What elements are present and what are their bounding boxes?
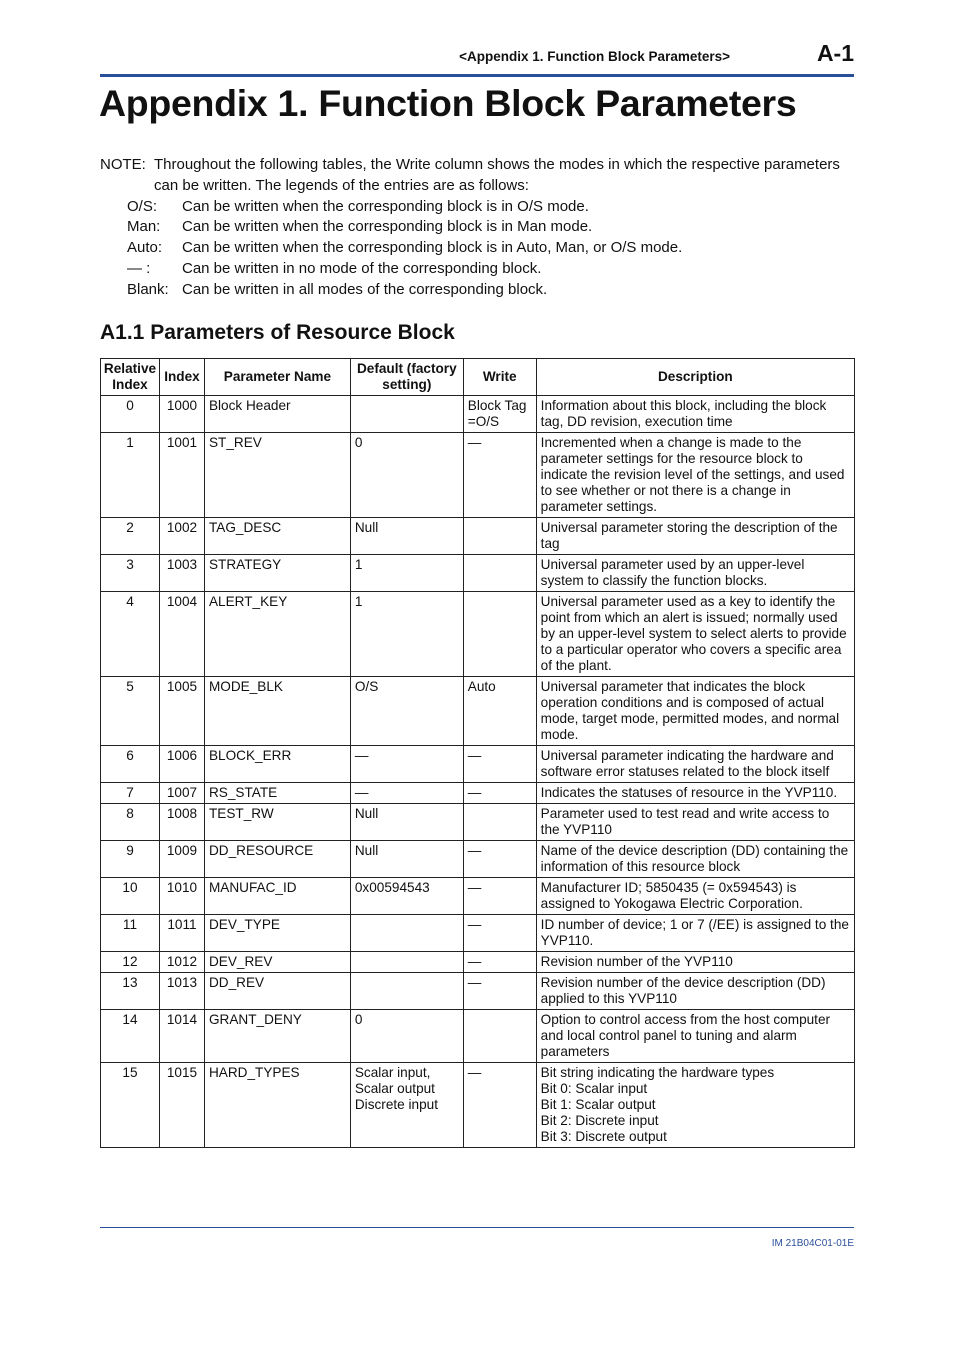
index-cell: 1015	[159, 1063, 204, 1148]
parameter-name-cell: ST_REV	[204, 433, 350, 518]
write-cell	[463, 804, 536, 841]
legend-text: Can be written when the corresponding block is in O/S mode.	[182, 197, 589, 215]
legend-list	[127, 197, 860, 301]
description-cell: Universal parameter used as a key to identify the point from which an alert is issued; normally used by an upper-level system to select alerts to provide to a particular operator who covers a specific area of the plant.	[536, 592, 854, 677]
column-header: Index	[159, 359, 204, 396]
description-cell: Universal parameter used by an upper-level system to classify the function blocks.	[536, 555, 854, 592]
legend-item	[127, 197, 860, 218]
index-cell: 1012	[159, 952, 204, 973]
relative-index-cell: 14	[101, 1010, 160, 1063]
index-cell: 1005	[159, 677, 204, 746]
table-row	[101, 841, 855, 878]
index-cell: 1009	[159, 841, 204, 878]
default-cell: Null	[350, 518, 463, 555]
table-body	[101, 396, 855, 1148]
index-cell: 1014	[159, 1010, 204, 1063]
index-cell: 1007	[159, 783, 204, 804]
note-text: Throughout the following tables, the Write column shows the modes in which the respective parameters can be written. The legends of the entries are as follows:	[154, 156, 840, 194]
relative-index-cell: 6	[101, 746, 160, 783]
description-cell: Manufacturer ID; 5850435 (= 0x594543) is assigned to Yokogawa Electric Corporation.	[536, 878, 854, 915]
description-cell: Bit string indicating the hardware types Bit 0: Scalar input Bit 1: Scalar output Bit 2: Discrete input Bit 3: Discrete output	[536, 1063, 854, 1148]
description-cell: ID number of device; 1 or 7 (/EE) is assigned to the YVP110.	[536, 915, 854, 952]
relative-index-cell: 3	[101, 555, 160, 592]
write-cell: —	[463, 1063, 536, 1148]
parameter-name-cell: DD_RESOURCE	[204, 841, 350, 878]
index-cell: 1000	[159, 396, 204, 433]
table-row	[101, 952, 855, 973]
default-cell	[350, 952, 463, 973]
table-row	[101, 555, 855, 592]
note-label: NOTE:	[100, 156, 146, 173]
legend-item	[127, 259, 860, 280]
description-cell: Name of the device description (DD) containing the information of this resource block	[536, 841, 854, 878]
footer-rule	[100, 1227, 854, 1228]
index-cell: 1010	[159, 878, 204, 915]
relative-index-cell: 7	[101, 783, 160, 804]
write-cell	[463, 518, 536, 555]
relative-index-cell: 5	[101, 677, 160, 746]
default-cell: 1	[350, 592, 463, 677]
index-cell: 1013	[159, 973, 204, 1010]
description-cell: Universal parameter that indicates the block operation conditions and is composed of actual mode, target mode, permitted modes, and normal mode.	[536, 677, 854, 746]
relative-index-cell: 1	[101, 433, 160, 518]
column-header: Relative Index	[101, 359, 160, 396]
default-cell: Null	[350, 841, 463, 878]
parameter-name-cell: DEV_REV	[204, 952, 350, 973]
table-row	[101, 973, 855, 1010]
default-cell: 1	[350, 555, 463, 592]
parameter-name-cell: RS_STATE	[204, 783, 350, 804]
legend-key: — :	[127, 259, 151, 277]
parameter-name-cell: DEV_TYPE	[204, 915, 350, 952]
write-cell: —	[463, 878, 536, 915]
index-cell: 1004	[159, 592, 204, 677]
resource-block-parameters-table	[100, 358, 855, 1148]
write-cell	[463, 592, 536, 677]
write-cell: —	[463, 952, 536, 973]
page-header	[100, 40, 854, 77]
write-cell: Auto	[463, 677, 536, 746]
write-cell: —	[463, 746, 536, 783]
default-cell: —	[350, 783, 463, 804]
table-row	[101, 592, 855, 677]
default-cell: O/S	[350, 677, 463, 746]
relative-index-cell: 8	[101, 804, 160, 841]
page-number: A-1	[816, 40, 854, 66]
relative-index-cell: 4	[101, 592, 160, 677]
relative-index-cell: 10	[101, 878, 160, 915]
legend-key: Auto:	[127, 239, 163, 257]
legend-text: Can be written when the corresponding block is in Man mode.	[182, 218, 593, 236]
page-title: Appendix 1. Function Block Parameters	[99, 82, 797, 124]
description-cell: Information about this block, including the block tag, DD revision, execution time	[536, 396, 854, 433]
default-cell: —	[350, 746, 463, 783]
default-cell: 0	[350, 1010, 463, 1063]
index-cell: 1006	[159, 746, 204, 783]
relative-index-cell: 2	[101, 518, 160, 555]
write-cell	[463, 555, 536, 592]
column-header: Write	[463, 359, 536, 396]
index-cell: 1011	[159, 915, 204, 952]
note-block	[100, 155, 860, 301]
table-row	[101, 783, 855, 804]
running-header-title: <Appendix 1. Function Block Parameters>	[459, 49, 730, 64]
table-row	[101, 518, 855, 555]
section-title: A1.1 Parameters of Resource Block	[100, 321, 455, 344]
description-cell: Indicates the statuses of resource in the YVP110.	[536, 783, 854, 804]
default-cell: Scalar input, Scalar output Discrete input	[350, 1063, 463, 1148]
legend-key: Blank:	[127, 280, 169, 298]
description-cell: Universal parameter indicating the hardware and software error statuses related to the block itself	[536, 746, 854, 783]
relative-index-cell: 9	[101, 841, 160, 878]
index-cell: 1001	[159, 433, 204, 518]
table-row	[101, 677, 855, 746]
parameter-name-cell: DD_REV	[204, 973, 350, 1010]
default-cell	[350, 396, 463, 433]
index-cell: 1008	[159, 804, 204, 841]
legend-item	[127, 280, 860, 301]
description-cell: Parameter used to test read and write access to the YVP110	[536, 804, 854, 841]
description-cell: Revision number of the YVP110	[536, 952, 854, 973]
default-cell: 0	[350, 433, 463, 518]
parameter-name-cell: GRANT_DENY	[204, 1010, 350, 1063]
parameter-name-cell: BLOCK_ERR	[204, 746, 350, 783]
write-cell: —	[463, 433, 536, 518]
legend-text: Can be written in no mode of the corresponding block.	[182, 259, 542, 277]
relative-index-cell: 13	[101, 973, 160, 1010]
write-cell: —	[463, 841, 536, 878]
index-cell: 1002	[159, 518, 204, 555]
write-cell: Block Tag =O/S	[463, 396, 536, 433]
relative-index-cell: 0	[101, 396, 160, 433]
table-row	[101, 878, 855, 915]
write-cell: —	[463, 915, 536, 952]
description-cell: Revision number of the device description (DD) applied to this YVP110	[536, 973, 854, 1010]
column-header: Description	[536, 359, 854, 396]
default-cell: Null	[350, 804, 463, 841]
parameter-name-cell: Block Header	[204, 396, 350, 433]
table-row	[101, 396, 855, 433]
legend-key: Man:	[127, 218, 161, 236]
table-row	[101, 433, 855, 518]
legend-item	[127, 238, 860, 259]
legend-text: Can be written in all modes of the corresponding block.	[182, 280, 548, 298]
relative-index-cell: 11	[101, 915, 160, 952]
legend-item	[127, 217, 860, 238]
table-row	[101, 915, 855, 952]
write-cell: —	[463, 973, 536, 1010]
parameter-name-cell: MODE_BLK	[204, 677, 350, 746]
document-code: IM 21B04C01-01E	[771, 1238, 854, 1249]
note-intro	[100, 155, 860, 197]
description-cell: Incremented when a change is made to the parameter settings for the resource block to indicate the revision level of the settings, and used to see whether or not there is a change in parameter settings.	[536, 433, 854, 518]
legend-text: Can be written when the corresponding block is in Auto, Man, or O/S mode.	[182, 239, 683, 257]
default-cell: 0x00594543	[350, 878, 463, 915]
description-cell: Universal parameter storing the description of the tag	[536, 518, 854, 555]
legend-key: O/S:	[127, 197, 158, 215]
table-header-row	[101, 359, 855, 396]
relative-index-cell: 15	[101, 1063, 160, 1148]
column-header: Parameter Name	[204, 359, 350, 396]
parameter-name-cell: ALERT_KEY	[204, 592, 350, 677]
default-cell	[350, 973, 463, 1010]
parameter-name-cell: MANUFAC_ID	[204, 878, 350, 915]
default-cell	[350, 915, 463, 952]
write-cell: —	[463, 783, 536, 804]
parameter-name-cell: HARD_TYPES	[204, 1063, 350, 1148]
write-cell	[463, 1010, 536, 1063]
column-header: Default (factory setting)	[350, 359, 463, 396]
relative-index-cell: 12	[101, 952, 160, 973]
table-row	[101, 746, 855, 783]
parameter-name-cell: STRATEGY	[204, 555, 350, 592]
parameter-name-cell: TAG_DESC	[204, 518, 350, 555]
description-cell: Option to control access from the host computer and local control panel to tuning and alarm parameters	[536, 1010, 854, 1063]
index-cell: 1003	[159, 555, 204, 592]
table-row	[101, 804, 855, 841]
table-row	[101, 1010, 855, 1063]
table-row	[101, 1063, 855, 1148]
parameter-name-cell: TEST_RW	[204, 804, 350, 841]
